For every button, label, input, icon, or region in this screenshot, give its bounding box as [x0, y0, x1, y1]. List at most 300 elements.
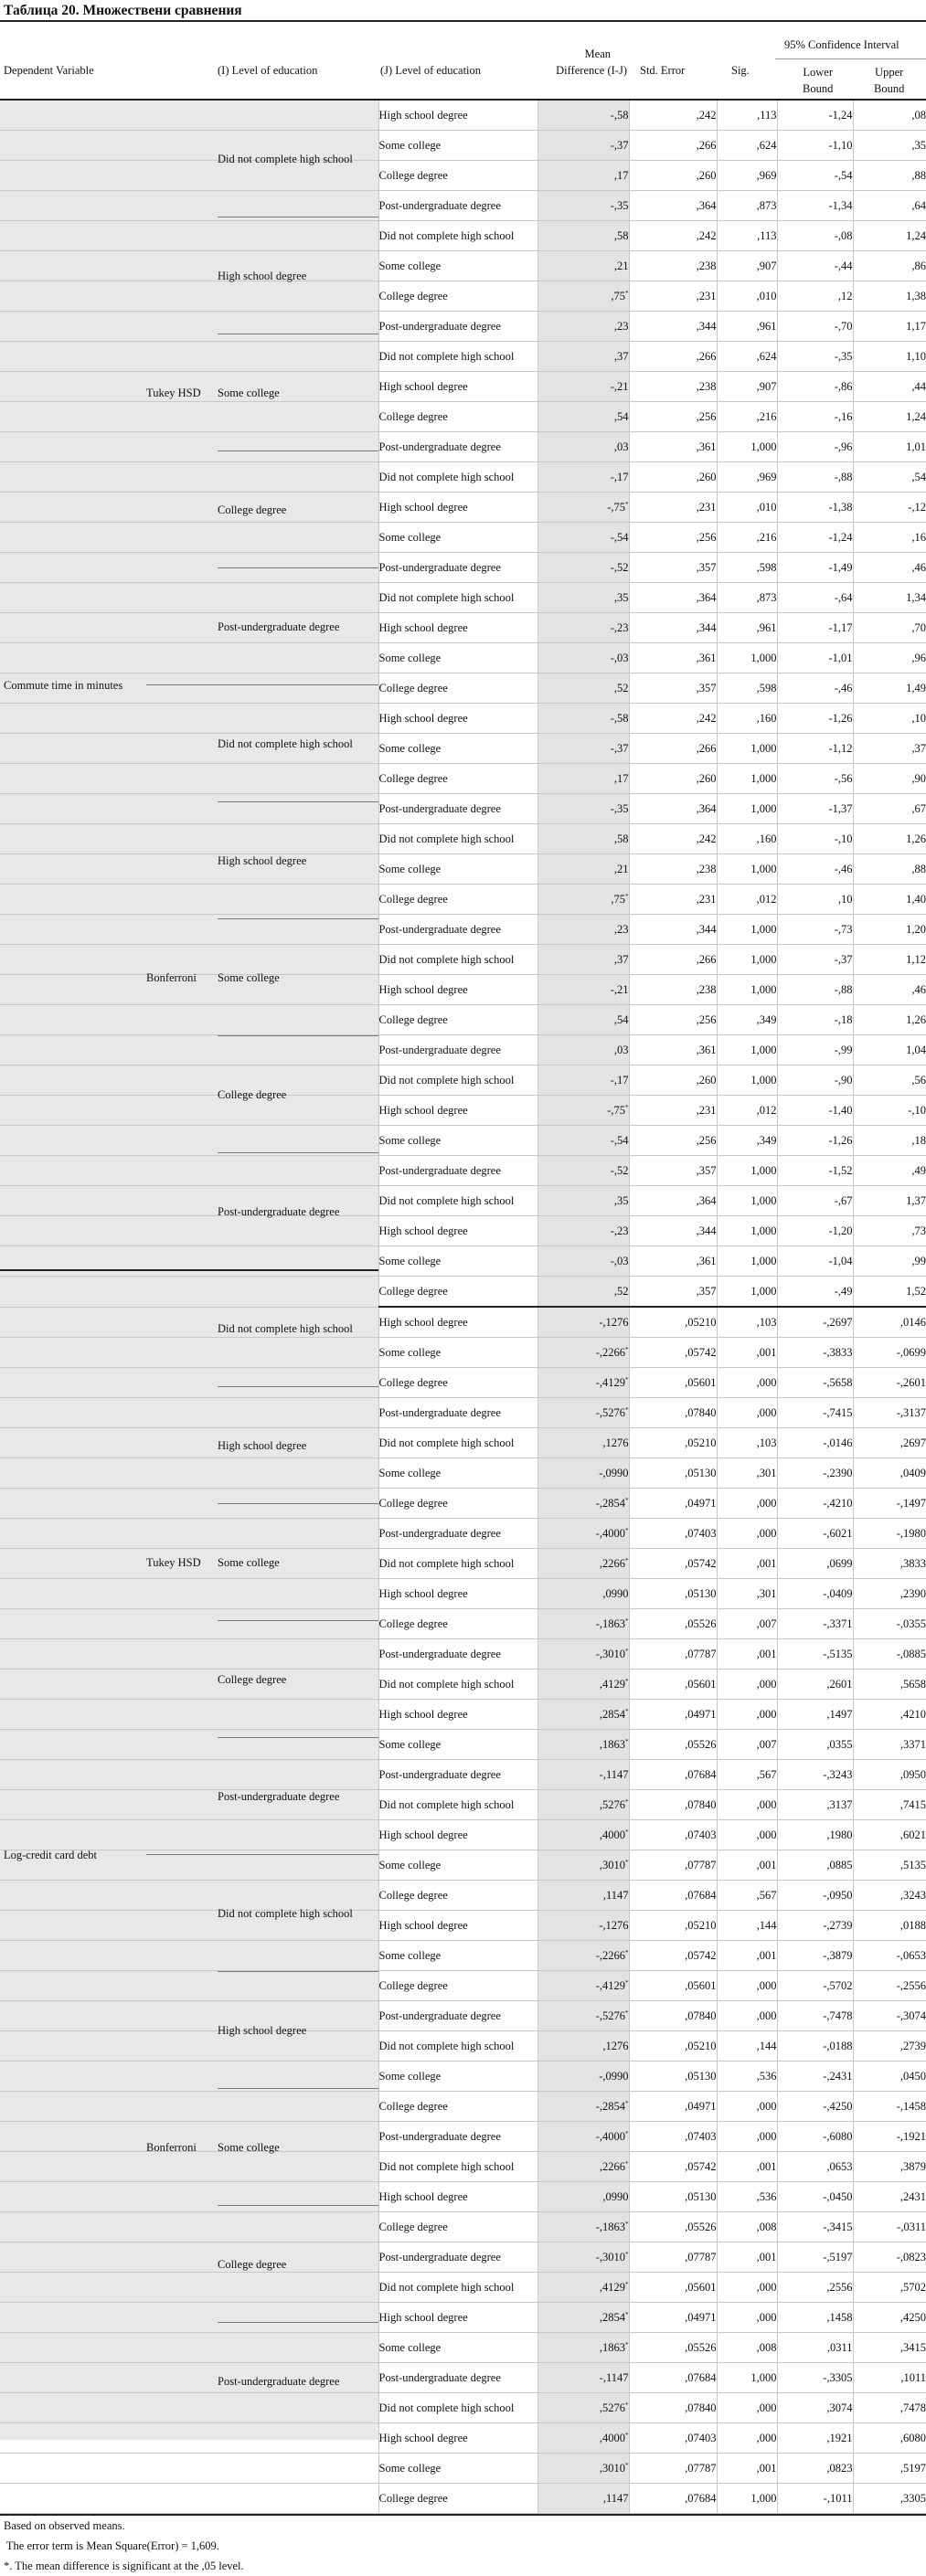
sig-cell: [717, 1489, 777, 1519]
i-level-cell: [218, 643, 378, 673]
std-error-cell-value: ,238: [696, 983, 717, 996]
header-sig: Sig.: [731, 64, 750, 77]
sig-cell: [717, 885, 777, 915]
upper-bound-cell: [853, 734, 926, 764]
mean-difference-cell-value: ,2266: [599, 2160, 625, 2173]
lower-bound-cell: [777, 2122, 853, 2152]
lower-bound-cell-value: -,2390: [823, 1467, 853, 1479]
mean-difference-cell-value: ,23: [613, 923, 629, 936]
lower-bound-cell-value: -,70: [834, 320, 853, 333]
sig-cell: [717, 1428, 777, 1458]
upper-bound-cell: [853, 1579, 926, 1609]
sig-cell: [717, 2152, 777, 2182]
method-cell: [146, 2303, 218, 2333]
lower-bound-cell: [777, 2152, 853, 2182]
std-error-cell-value: ,04971: [685, 1708, 717, 1721]
mean-difference-cell-value: ,1147: [602, 1889, 629, 1902]
j-level-cell: [378, 1850, 538, 1881]
std-error-cell: [629, 462, 717, 493]
lower-bound-cell: [777, 1760, 853, 1790]
table-row: [0, 191, 926, 221]
sig-cell-value: ,216: [756, 410, 777, 423]
sig-cell-value: ,536: [756, 2070, 777, 2083]
sig-cell-value: ,000: [756, 2281, 777, 2294]
sig-cell-value: 1,000: [750, 983, 777, 996]
sig-cell-value: ,301: [756, 1587, 777, 1600]
j-level-cell-value: Did not complete high school: [378, 2160, 515, 2173]
dv-cell: [0, 101, 146, 131]
j-level-cell: [378, 1186, 538, 1216]
sig-cell: [717, 1639, 777, 1670]
std-error-cell-value: ,07684: [685, 2371, 717, 2384]
lower-bound-cell: [777, 824, 853, 854]
lower-bound-cell-value: -,7415: [823, 1406, 853, 1419]
j-level-cell: [378, 1639, 538, 1670]
sig-cell-value: 1,000: [750, 1255, 777, 1267]
j-level-cell-value: Post-undergraduate degree: [378, 2130, 501, 2143]
i-level-cell: [218, 2423, 378, 2454]
mean-difference-cell: [538, 1639, 629, 1670]
mean-difference-cell: [538, 1428, 629, 1458]
std-error-cell-value: ,260: [696, 1074, 717, 1087]
j-level-cell-value: College degree: [378, 169, 448, 182]
sig-cell: [717, 342, 777, 372]
sig-cell: [717, 1579, 777, 1609]
j-level-cell: [378, 1307, 538, 1338]
sig-cell-value: ,000: [756, 2432, 777, 2444]
upper-bound-cell-value: ,88: [911, 863, 926, 875]
sig-cell-value: ,113: [757, 109, 777, 122]
std-error-cell-value: ,364: [696, 591, 717, 604]
method-cell: [146, 1941, 218, 1971]
mean-difference-cell-value: ,23: [613, 320, 629, 333]
ci-underline: [775, 58, 926, 59]
lower-bound-cell: [777, 191, 853, 221]
table-row: [0, 131, 926, 161]
std-error-cell: [629, 643, 717, 673]
upper-bound-cell-value: ,70: [911, 621, 926, 634]
std-error-cell-value: ,242: [696, 229, 717, 242]
j-level-cell-value: Did not complete high school: [378, 2281, 515, 2294]
significance-marker: *: [625, 2100, 629, 2107]
sig-cell: [717, 191, 777, 221]
table-row: [0, 2242, 926, 2273]
upper-bound-cell: [853, 2393, 926, 2423]
sig-cell: [717, 1126, 777, 1156]
std-error-cell: [629, 673, 717, 704]
sig-cell-value: ,103: [756, 1316, 777, 1329]
std-error-cell-value: ,266: [696, 139, 717, 152]
std-error-cell: [629, 1911, 717, 1941]
method-cell: [146, 1277, 218, 1308]
upper-bound-cell: [853, 161, 926, 191]
sig-cell-value: ,873: [756, 199, 777, 212]
mean-difference-cell-value: ,3010: [599, 1859, 625, 1871]
sig-cell-value: ,000: [756, 1979, 777, 1992]
method-separator: [146, 1854, 378, 1855]
upper-bound-cell-value: ,3415: [899, 2341, 926, 2354]
std-error-cell-value: ,07403: [685, 2432, 717, 2444]
upper-bound-cell: [853, 2363, 926, 2393]
j-level-cell: [378, 2182, 538, 2212]
j-level-cell-value: Did not complete high school: [378, 953, 515, 966]
i-level-cell: [218, 1368, 378, 1398]
upper-bound-cell-value: ,0450: [899, 2070, 926, 2083]
i-level-cell: [218, 1005, 378, 1035]
upper-bound-cell: [853, 915, 926, 945]
significance-marker: *: [625, 501, 629, 508]
table-row: [0, 1489, 926, 1519]
mean-difference-cell-value: ,4000: [599, 2432, 625, 2444]
upper-bound-cell-value: ,16: [911, 531, 926, 544]
method-cell: [146, 2092, 218, 2122]
j-level-cell-value: Post-undergraduate degree: [378, 1648, 501, 1660]
j-level-cell-value: Some college: [378, 1738, 442, 1751]
std-error-cell-value: ,242: [696, 109, 717, 122]
table-row: [0, 1096, 926, 1126]
lower-bound-cell: [777, 1307, 853, 1338]
sig-cell-value: ,000: [756, 1829, 777, 1841]
significance-marker: *: [625, 1557, 629, 1564]
table-row: [0, 673, 926, 704]
significance-marker: *: [625, 1497, 629, 1504]
i-level-cell: [218, 1700, 378, 1730]
table-row: [0, 1549, 926, 1579]
std-error-cell: [629, 221, 717, 251]
i-level-cell: [218, 1639, 378, 1670]
mean-difference-cell-value: -,2266: [595, 1949, 625, 1962]
upper-bound-cell: [853, 613, 926, 643]
i-level-cell: [218, 2273, 378, 2303]
std-error-cell: [629, 161, 717, 191]
mean-difference-cell-value: -,37: [610, 742, 629, 755]
upper-bound-cell-value: ,5135: [899, 1859, 926, 1871]
i-level-cell: [218, 432, 378, 462]
upper-bound-cell: [853, 1820, 926, 1850]
lower-bound-cell-value: -,1011: [823, 2492, 853, 2505]
dv-cell: [0, 2363, 146, 2393]
lower-bound-cell: [777, 2031, 853, 2062]
mean-difference-cell: [538, 2182, 629, 2212]
dv-cell: [0, 1126, 146, 1156]
j-level-cell: [378, 1489, 538, 1519]
mean-difference-cell-value: ,37: [613, 350, 629, 363]
sig-cell-value: 1,000: [750, 440, 777, 453]
i-level-cell: [218, 1126, 378, 1156]
std-error-cell-value: ,07684: [685, 2492, 717, 2505]
i-level-label: High school degree: [218, 1439, 307, 1452]
sig-cell: [717, 131, 777, 161]
std-error-cell: [629, 1307, 717, 1338]
lower-bound-cell: [777, 221, 853, 251]
i-level-cell: [218, 281, 378, 312]
j-level-cell-value: College degree: [378, 1497, 448, 1510]
lower-bound-cell-value: -,2739: [823, 1919, 853, 1932]
sig-cell-value: 1,000: [750, 1285, 777, 1298]
method-cell: [146, 553, 218, 583]
upper-bound-cell: [853, 824, 926, 854]
sig-cell: [717, 2001, 777, 2031]
j-level-cell: [378, 1277, 538, 1308]
mean-difference-cell: [538, 402, 629, 432]
lower-bound-cell-value: -,67: [834, 1194, 853, 1207]
j-level-cell-value: High school degree: [378, 2432, 468, 2444]
upper-bound-cell: [853, 1700, 926, 1730]
i-level-cell: [218, 2152, 378, 2182]
std-error-cell: [629, 342, 717, 372]
j-level-cell: [378, 1035, 538, 1065]
mean-difference-cell-value: -,1863: [595, 1617, 625, 1630]
mean-difference-cell-value: -,35: [610, 199, 629, 212]
dv-cell: [0, 2393, 146, 2423]
sig-cell-value: ,624: [756, 350, 777, 363]
mean-difference-cell-value: ,21: [613, 863, 629, 875]
lower-bound-cell-value: -,3833: [823, 1346, 853, 1359]
lower-bound-cell-value: -,08: [834, 229, 853, 242]
significance-marker: *: [625, 1406, 629, 1414]
std-error-cell-value: ,05210: [685, 2040, 717, 2052]
mean-difference-cell: [538, 2333, 629, 2363]
j-level-cell-value: College degree: [378, 772, 448, 785]
upper-bound-cell-value: ,49: [911, 1164, 926, 1177]
sig-cell: [717, 1911, 777, 1941]
std-error-cell-value: ,05742: [685, 1557, 717, 1570]
upper-bound-cell-value: 1,34: [906, 591, 926, 604]
lower-bound-cell-value: ,1458: [826, 2311, 853, 2324]
method-separator: [146, 684, 378, 685]
upper-bound-cell: [853, 1489, 926, 1519]
j-level-cell-value: High school degree: [378, 380, 468, 393]
upper-bound-cell-value: 1,40: [906, 893, 926, 906]
upper-bound-cell-value: ,6080: [899, 2432, 926, 2444]
table-row: [0, 1609, 926, 1639]
table-row: [0, 2062, 926, 2092]
lower-bound-cell-value: -,96: [834, 440, 853, 453]
upper-bound-cell: [853, 553, 926, 583]
lower-bound-cell-value: -,6080: [823, 2130, 853, 2143]
upper-bound-cell-value: ,4210: [899, 1708, 926, 1721]
footnote-significance: *. The mean difference is significant at the ,05 level.: [4, 2560, 244, 2572]
lower-bound-cell-value: -1,10: [828, 139, 853, 152]
method-cell: [146, 281, 218, 312]
mean-difference-cell: [538, 1186, 629, 1216]
dv-cell: [0, 312, 146, 342]
dv-cell: [0, 1186, 146, 1216]
mean-difference-cell-value: ,58: [613, 229, 629, 242]
mean-difference-cell-value: ,1276: [602, 2040, 629, 2052]
lower-bound-cell-value: ,0653: [826, 2160, 853, 2173]
method-cell: [146, 131, 218, 161]
upper-bound-cell: [853, 1519, 926, 1549]
std-error-cell-value: ,344: [696, 621, 717, 634]
header-lower-line2: Bound: [803, 82, 834, 95]
j-level-cell-value: College degree: [378, 410, 448, 423]
significance-marker: *: [625, 2009, 629, 2017]
std-error-cell: [629, 1398, 717, 1428]
sig-cell: [717, 402, 777, 432]
j-level-cell: [378, 2031, 538, 2062]
j-level-cell: [378, 2454, 538, 2484]
std-error-cell-value: ,07787: [685, 2462, 717, 2475]
j-level-cell: [378, 764, 538, 794]
dv-separator: [0, 1269, 378, 1271]
mean-difference-cell-value: ,5276: [599, 2401, 625, 2414]
mean-difference-cell: [538, 2303, 629, 2333]
lower-bound-cell-value: -,0409: [823, 1587, 853, 1600]
header-upper-bound: [874, 64, 904, 97]
method-cell: [146, 1156, 218, 1186]
j-level-cell-value: Some college: [378, 260, 442, 272]
mean-difference-cell: [538, 2152, 629, 2182]
upper-bound-cell-value: ,73: [911, 1224, 926, 1237]
method-cell: [146, 1126, 218, 1156]
upper-bound-cell: [853, 583, 926, 613]
table-row: [0, 794, 926, 824]
lower-bound-cell: [777, 1850, 853, 1881]
upper-bound-cell-value: -,0653: [896, 1949, 926, 1962]
j-level-cell: [378, 281, 538, 312]
significance-marker: *: [625, 1708, 629, 1715]
j-level-cell-value: Did not complete high school: [378, 832, 515, 845]
sig-cell-value: ,103: [756, 1436, 777, 1449]
upper-bound-cell-value: ,44: [911, 380, 926, 393]
std-error-cell-value: ,05601: [685, 1678, 717, 1691]
upper-bound-cell: [853, 1246, 926, 1277]
sig-cell: [717, 2423, 777, 2454]
table-row: [0, 1035, 926, 1065]
table-row: [0, 1519, 926, 1549]
mean-difference-cell-value: -,54: [610, 1134, 629, 1147]
std-error-cell-value: ,07787: [685, 1648, 717, 1660]
upper-bound-cell: [853, 493, 926, 523]
sig-cell-value: 1,000: [750, 742, 777, 755]
lower-bound-cell: [777, 1820, 853, 1850]
sig-cell: [717, 2273, 777, 2303]
method-cell: [146, 1035, 218, 1065]
i-level-label: Some college: [218, 2141, 280, 2154]
upper-bound-cell-value: ,08: [911, 109, 926, 122]
std-error-cell-value: ,07787: [685, 2251, 717, 2263]
sig-cell-value: 1,000: [750, 923, 777, 936]
upper-bound-cell: [853, 2062, 926, 2092]
std-error-cell: [629, 523, 717, 553]
std-error-cell-value: ,07787: [685, 1859, 717, 1871]
method-cell: [146, 673, 218, 704]
mean-difference-cell-value: -,23: [610, 1224, 629, 1237]
j-level-cell: [378, 794, 538, 824]
std-error-cell-value: ,04971: [685, 1497, 717, 1510]
std-error-cell-value: ,07840: [685, 2401, 717, 2414]
dv-cell: [0, 2273, 146, 2303]
significance-marker: *: [625, 1949, 629, 1956]
mean-difference-cell-value: -,23: [610, 621, 629, 634]
dv-cell: [0, 523, 146, 553]
method-cell: [146, 1065, 218, 1096]
i-level-cell: [218, 1730, 378, 1760]
method-cell: [146, 1881, 218, 1911]
j-level-cell: [378, 1096, 538, 1126]
std-error-cell: [629, 2303, 717, 2333]
sig-cell: [717, 613, 777, 643]
j-level-cell-value: Did not complete high school: [378, 2040, 515, 2052]
lower-bound-cell-value: ,1497: [826, 1708, 853, 1721]
dv-cell: [0, 1368, 146, 1398]
upper-bound-cell-value: ,37: [911, 742, 926, 755]
table-row: [0, 734, 926, 764]
significance-marker: *: [625, 1527, 629, 1534]
upper-bound-cell-value: -,0699: [896, 1346, 926, 1359]
j-level-cell-value: Did not complete high school: [378, 471, 515, 483]
std-error-cell: [629, 1458, 717, 1489]
upper-bound-cell: [853, 1790, 926, 1820]
sig-cell: [717, 221, 777, 251]
std-error-cell: [629, 2122, 717, 2152]
lower-bound-cell-value: -1,04: [828, 1255, 853, 1267]
dv-cell: [0, 1670, 146, 1700]
std-error-cell: [629, 885, 717, 915]
lower-bound-cell: [777, 1971, 853, 2001]
table-row: [0, 1368, 926, 1398]
mean-difference-cell: [538, 613, 629, 643]
mean-difference-cell-value: -,1147: [599, 2371, 629, 2384]
method-cell: [146, 1398, 218, 1428]
mean-difference-cell-value: -,4000: [595, 1527, 625, 1540]
lower-bound-cell-value: -1,17: [828, 621, 853, 634]
lower-bound-cell: [777, 794, 853, 824]
lower-bound-cell-value: -,18: [834, 1013, 853, 1026]
table-row: [0, 402, 926, 432]
header-upper-line1: Upper: [875, 66, 904, 79]
std-error-cell: [629, 1246, 717, 1277]
group-separator: [218, 2088, 378, 2089]
std-error-cell: [629, 704, 717, 734]
i-level-cell: [218, 1820, 378, 1850]
upper-bound-cell: [853, 342, 926, 372]
j-level-cell: [378, 161, 538, 191]
sig-cell-value: ,113: [757, 229, 777, 242]
sig-cell: [717, 1005, 777, 1035]
dv-cell: [0, 613, 146, 643]
table-row: [0, 2182, 926, 2212]
upper-bound-cell-value: 1,49: [906, 682, 926, 694]
sig-cell: [717, 372, 777, 402]
method-cell: [146, 734, 218, 764]
mean-difference-cell: [538, 2062, 629, 2092]
sig-cell-value: ,000: [756, 1708, 777, 1721]
method-label: Bonferroni: [146, 2141, 197, 2154]
dv-cell: [0, 191, 146, 221]
lower-bound-cell-value: -,4250: [823, 2100, 853, 2113]
dv-cell: [0, 251, 146, 281]
upper-bound-cell-value: 1,01: [906, 440, 926, 453]
lower-bound-cell-value: -,0450: [823, 2190, 853, 2203]
upper-bound-cell-value: 1,37: [906, 1194, 926, 1207]
j-level-cell: [378, 945, 538, 975]
sig-cell: [717, 1549, 777, 1579]
std-error-cell: [629, 1820, 717, 1850]
std-error-cell: [629, 2363, 717, 2393]
i-level-label: Post-undergraduate degree: [218, 620, 340, 633]
lower-bound-cell: [777, 945, 853, 975]
sig-cell-value: ,000: [756, 2130, 777, 2143]
sig-cell: [717, 1941, 777, 1971]
sig-cell: [717, 1216, 777, 1246]
j-level-cell-value: College degree: [378, 2100, 448, 2113]
table-row: [0, 1579, 926, 1609]
upper-bound-cell: [853, 372, 926, 402]
lower-bound-cell-value: -,16: [834, 410, 853, 423]
sig-cell-value: ,000: [756, 2100, 777, 2113]
